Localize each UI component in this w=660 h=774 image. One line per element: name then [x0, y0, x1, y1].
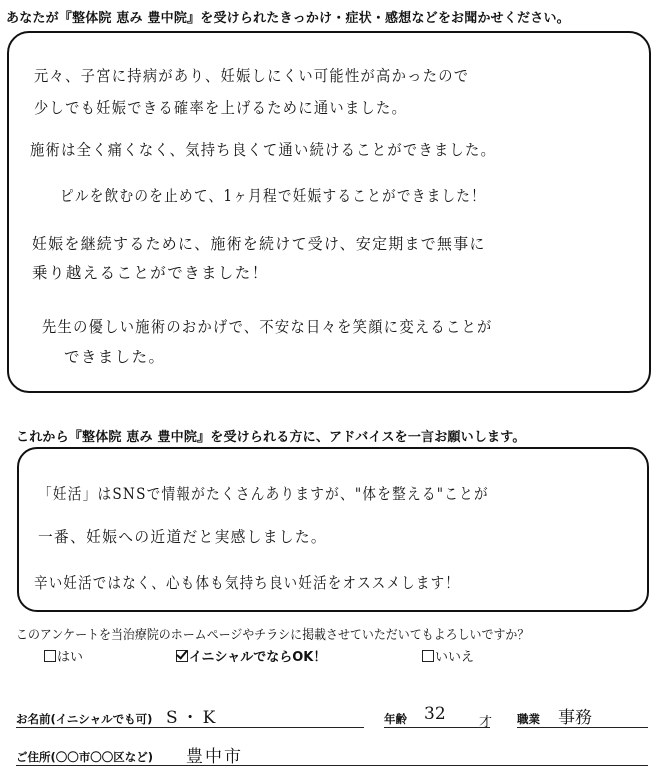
- answer-1-line-5: 妊娠を継続するために、施術を続けて受け、安定期まで無事に: [32, 235, 486, 253]
- age-underline: [384, 727, 490, 728]
- name-value[interactable]: S・K: [166, 708, 220, 728]
- name-label: お名前(イニシャルでも可): [16, 712, 153, 726]
- answer-1-line-4: ピルを飲むのを止めて、1ヶ月程で妊娠することができました！: [60, 187, 487, 205]
- question-1-label: あなたが『整体院 恵み 豊中院』を受けられたきっかけ・症状・感想などをお聞かせください。: [6, 11, 570, 26]
- question-2-label: これから『整体院 恵み 豊中院』を受けられる方に、アドバイスを一言お願いします。: [16, 430, 526, 445]
- answer-1-line-6: 乗り越えることができました！: [32, 264, 269, 282]
- answer-1-line-3: 施術は全く痛くなく、気持ち良くて通い続けることができました。: [30, 141, 497, 159]
- age-unit: 才: [479, 715, 493, 730]
- answer-1-line-2: 少しでも妊娠できる確率を上げるために通いました。: [34, 99, 408, 117]
- checkbox-yes[interactable]: [44, 650, 56, 662]
- age-label: 年齢: [384, 712, 407, 726]
- checkbox-initials-checked[interactable]: [176, 650, 188, 662]
- answer-1-line-1: 元々、子宮に持病があり、妊娠しにくい可能性が高かったので: [34, 67, 470, 85]
- job-label: 職業: [517, 712, 540, 726]
- consent-option-initials[interactable]: イニシャルでならOK！: [176, 646, 326, 665]
- consent-option-no[interactable]: いいえ: [422, 646, 474, 665]
- answer-2-line-3: 辛い妊活ではなく、心も体も気持ち良い妊活をオススメします！: [34, 574, 460, 592]
- job-value[interactable]: 事務: [558, 708, 592, 728]
- answer-2-line-2: 一番、妊娠への近道だと実感しました。: [38, 528, 327, 546]
- consent-question: このアンケートを当治療院のホームページやチラシに掲載させていただいてもよろしいですか？: [16, 628, 530, 643]
- address-underline: [16, 765, 648, 766]
- age-value[interactable]: 32: [424, 704, 446, 724]
- address-value[interactable]: 豊中市: [186, 747, 243, 767]
- answer-2-line-1: 「妊活」はSNSで情報がたくさんありますが、"体を整える"ことが: [38, 485, 489, 503]
- address-label: ご住所(〇〇市〇〇区など): [16, 750, 154, 764]
- checkbox-no[interactable]: [422, 650, 434, 662]
- answer-1-line-8: できました。: [64, 348, 166, 366]
- consent-option-yes[interactable]: はい: [44, 646, 83, 665]
- answer-1-line-7: 先生の優しい施術のおかげで、不安な日々を笑顔に変えることが: [42, 318, 493, 336]
